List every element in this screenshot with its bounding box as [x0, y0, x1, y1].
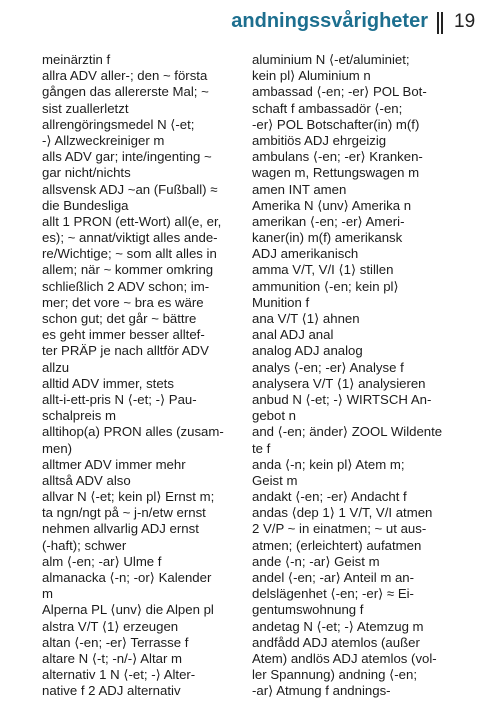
dictionary-line: ler Spannung) andning ⟨-en; [252, 667, 417, 683]
dictionary-line: andel ⟨-en; -ar⟩ Anteil m an- [252, 570, 415, 585]
dictionary-line: die Bundesliga [42, 197, 129, 213]
dictionary-line: ta ngn/ngt på ~ j-n/etw ernst [42, 505, 206, 521]
dictionary-line: Munition f [252, 294, 310, 310]
dictionary-line: schalpreis m [42, 408, 117, 424]
dictionary-line: 2 V/P ~ in einatmen; ~ ut aus- [252, 521, 427, 537]
dictionary-line: mer; det vore ~ bra es wäre [42, 294, 204, 310]
dictionary-line: wagen m, Rettungswagen m [252, 165, 420, 181]
dictionary-line: alls ADV gar; inte/ingenting ~ [42, 149, 212, 165]
dictionary-line: andfådd ADJ atemlos (außer [252, 634, 420, 650]
dictionary-line: ana V/T ⟨1⟩ ahnen [252, 311, 360, 326]
dictionary-line: allem; när ~ kommer omkring [42, 262, 214, 278]
dictionary-line: andas ⟨dep 1⟩ 1 V/T, V/I atmen [252, 505, 433, 521]
dictionary-line: atmen; (erleichtert) aufatmen [252, 537, 422, 553]
dictionary-line: alm ⟨-en; -ar⟩ Ulme f [42, 553, 162, 569]
running-head: andningssvårigheter [231, 10, 428, 32]
dictionary-line: amma V/T, V/I ⟨1⟩ stillen [252, 262, 394, 278]
dictionary-line: alltihop(a) PRON alles (zusam- [42, 424, 224, 440]
divider [437, 12, 439, 34]
dictionary-line: gebot n [252, 408, 296, 424]
dictionary-line: amerikan ⟨-en; -er⟩ Ameri- [252, 213, 405, 229]
dictionary-line: amen INT amen [252, 181, 347, 197]
dictionary-line: altan ⟨-en; -er⟩ Terrasse f [42, 634, 189, 650]
dictionary-line: -er⟩ POL Botschafter(in) m(f) [252, 116, 420, 132]
dictionary-line: Geist m [252, 472, 298, 488]
dictionary-line: ambassad ⟨-en; -er⟩ POL Bot- [252, 84, 427, 100]
dictionary-line: Atem) andlös ADJ atemlos (vol- [252, 650, 437, 666]
dictionary-line: alltid ADV immer, stets [42, 375, 174, 391]
dictionary-line: ammunition ⟨-en; kein pl⟩ [252, 278, 399, 294]
dictionary-line: allrengöringsmedel N ⟨-et; [42, 116, 195, 132]
dictionary-line: ambulans ⟨-en; -er⟩ Kranken- [252, 149, 423, 165]
dictionary-line: allvar N ⟨-et; kein pl⟩ Ernst m; [42, 489, 215, 505]
dictionary-line: native f 2 ADJ alternativ [42, 683, 181, 699]
dictionary-line: ande ⟨-n; -ar⟩ Geist m [252, 553, 380, 569]
dictionary-line: alltmer ADV immer mehr [42, 456, 186, 472]
dictionary-line: schließlich 2 ADV schon; im- [42, 278, 210, 294]
dictionary-line: analys ⟨-en; -er⟩ Analyse f [252, 359, 404, 375]
dictionary-line: nehmen allvarlig ADJ ernst [42, 521, 199, 537]
dictionary-line: and ⟨-en; änder⟩ ZOOL Wildente [252, 424, 443, 440]
dictionary-line: almanacka ⟨-n; -or⟩ Kalender [42, 570, 212, 585]
page-number: 19 [454, 11, 476, 32]
dictionary-line: sist zuallerletzt [42, 100, 129, 116]
dictionary-line: allt 1 PRON (ett-Wort) all(e, er, [42, 213, 222, 229]
dictionary-line: men) [42, 440, 73, 456]
dictionary-line: meinärztin f [42, 52, 111, 67]
dictionary-line: (-haft); schwer [42, 537, 127, 553]
dictionary-line: ADJ amerikanisch [252, 246, 359, 262]
dictionary-line: gentumswohnung f [252, 602, 364, 618]
dictionary-line: alstra V/T ⟨1⟩ erzeugen [42, 618, 179, 634]
dictionary-line: re/Wichtige; ~ som allt alles in [42, 246, 217, 262]
divider [441, 12, 443, 34]
left-column [42, 52, 247, 700]
dictionary-line: kein pl⟩ Aluminium n [252, 68, 371, 84]
dictionary-line: -⟩ Allzweckreiniger m [42, 132, 165, 148]
dictionary-line: gar nicht/nichts [42, 165, 131, 181]
dictionary-line: andetag N ⟨-et; -⟩ Atemzug m [252, 618, 424, 634]
dictionary-line: alternativ 1 N ⟨-et; -⟩ Alter- [42, 667, 196, 683]
dictionary-line: andakt ⟨-en; -er⟩ Andacht f [252, 489, 407, 505]
dictionary-line: allzu [42, 359, 70, 375]
dictionary-line: allra ADV aller-; den ~ första [42, 68, 208, 84]
dictionary-line: schaft f ambassadör ⟨-en; [252, 100, 403, 116]
dictionary-line: delslägenhet ⟨-en; -er⟩ ≈ Ei- [252, 586, 414, 602]
dictionary-line: allt-i-ett-pris N ⟨-et; -⟩ Pau- [42, 391, 197, 407]
dictionary-line: schon gut; det går ~ bättre [42, 311, 197, 326]
dictionary-line: anbud N ⟨-et; -⟩ WIRTSCH An- [252, 391, 432, 407]
dictionary-line: analysera V/T ⟨1⟩ analysieren [252, 375, 426, 391]
dictionary-line: m [42, 586, 53, 602]
dictionary-line: altare N ⟨-t; -n/-⟩ Altar m [42, 650, 182, 666]
dictionary-line: Alperna PL ⟨unv⟩ die Alpen pl [42, 602, 214, 618]
dictionary-line: ambitiös ADJ ehrgeizig [252, 132, 387, 148]
dictionary-line: gången das allererste Mal; ~ [42, 84, 209, 100]
dictionary-line: alltså ADV also [42, 472, 131, 488]
dictionary-line: ter PRÄP je nach alltför ADV [42, 343, 209, 359]
dictionary-line: kaner(in) m(f) amerikansk [252, 230, 403, 246]
dictionary-line: anda ⟨-n; kein pl⟩ Atem m; [252, 456, 405, 472]
dictionary-line: aluminium N ⟨-et/aluminiet; [252, 52, 410, 67]
page-header [0, 10, 500, 40]
dictionary-line: analog ADJ analog [252, 343, 363, 359]
dictionary-line: te f [252, 440, 271, 456]
dictionary-line: es geht immer besser alltef- [42, 327, 205, 343]
right-column [252, 52, 457, 700]
dictionary-line: Amerika N ⟨unv⟩ Amerika n [252, 197, 412, 213]
dictionary-line: -ar⟩ Atmung f andnings- [252, 683, 391, 699]
dictionary-line: es); ~ annat/viktigt alles ande- [42, 230, 218, 246]
dictionary-line: allsvensk ADJ ~an (Fußball) ≈ [42, 181, 218, 197]
dictionary-line: anal ADJ anal [252, 327, 334, 343]
